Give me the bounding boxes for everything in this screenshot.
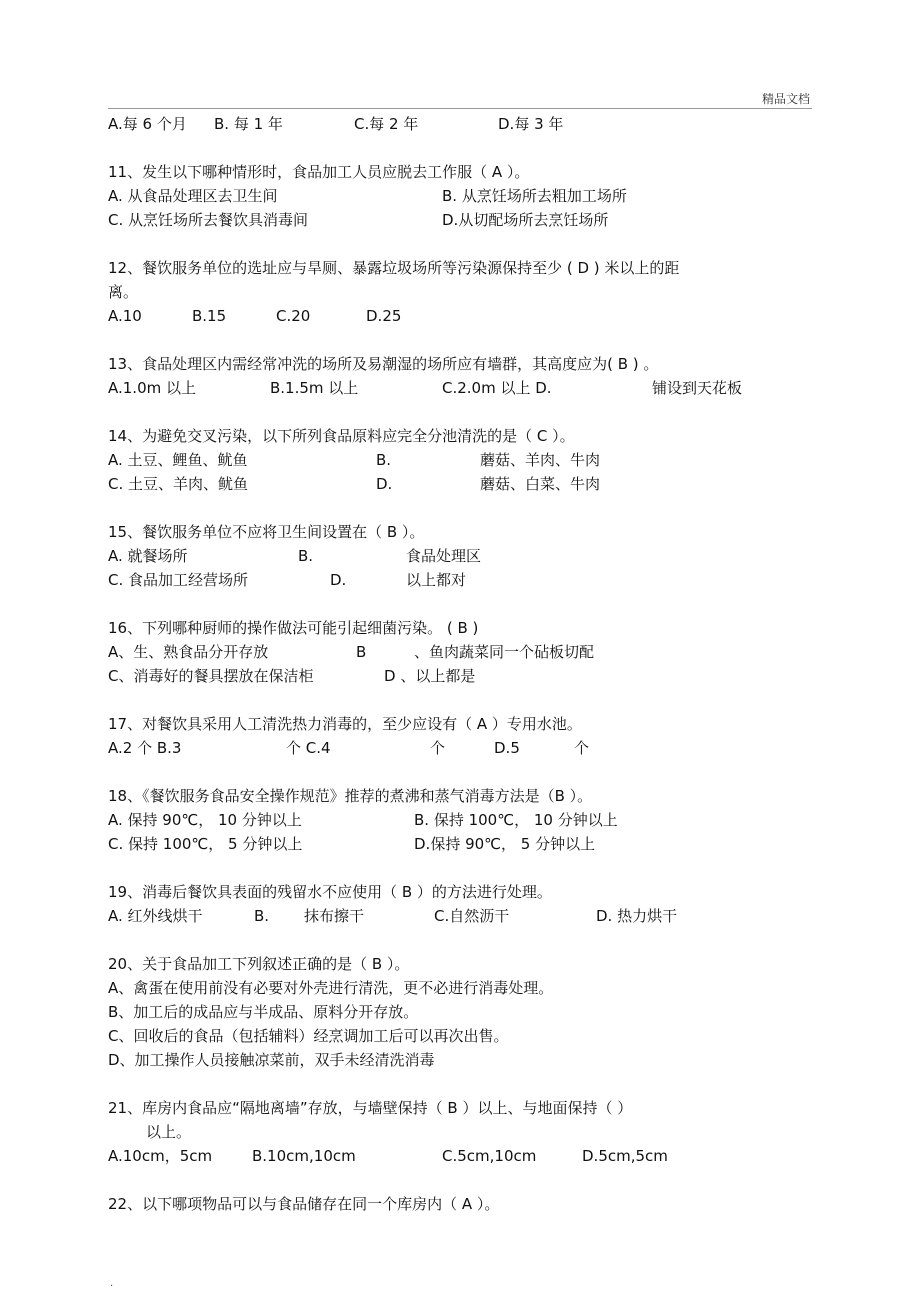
- q14-option-b: 蘑菇、羊肉、牛肉: [480, 451, 601, 469]
- q11-stem: 11、发生以下哪种情形时，食品加工人员应脱去工作服（ A ）。: [108, 163, 530, 181]
- q17-option-d-letter: D.5: [494, 739, 520, 757]
- q16-options-ab: [108, 640, 812, 664]
- q14-options-ab: [108, 448, 812, 472]
- q18-option-c: C. 保持 100℃， 5 分钟以上: [108, 835, 303, 853]
- q11-options-cd: [108, 208, 812, 232]
- q14-stem: 14、为避免交叉污染，以下所列食品原料应完全分池清洗的是（ C ）。: [108, 427, 575, 445]
- q10-option-d: D.每 3 年: [498, 115, 564, 133]
- footer-mark: .: [110, 1278, 114, 1289]
- q13-option-c: C.2.0m 以上 D.: [442, 379, 552, 397]
- q15-options-cd: [108, 568, 812, 592]
- q20-option-a: A、禽蛋在使用前没有必要对外壳进行清洗，更不必进行消毒处理。: [108, 979, 554, 997]
- q22-stem: 22、以下哪项物品可以与食品储存在同一个库房内（ A ）。: [108, 1195, 500, 1213]
- q15-option-d: 以上都对: [406, 571, 467, 589]
- q13-stem: 13、食品处理区内需经常冲洗的场所及易潮湿的场所应有墙群，其高度应为( B ) 。: [108, 355, 659, 373]
- q19-options: [108, 904, 812, 928]
- header-rule: [108, 108, 812, 109]
- q14-option-b-letter: B.: [376, 451, 392, 469]
- q21-option-b: B.10cm,10cm: [252, 1147, 356, 1165]
- q19-option-b: 抹布擦干: [304, 907, 365, 925]
- q17-options: [108, 736, 812, 760]
- q12-option-a: A.10: [108, 307, 142, 325]
- q10-option-a: A.每 6 个月: [108, 115, 187, 133]
- q16-option-b-letter: B: [356, 643, 367, 661]
- q21-option-d: D.5cm,5cm: [582, 1147, 668, 1165]
- header-tag: 精品文档: [761, 92, 810, 106]
- q18-option-d: D.保持 90℃， 5 分钟以上: [414, 835, 596, 853]
- q16-option-c: C、消毒好的餐具摆放在保洁柜: [108, 667, 314, 685]
- q14-option-c: C. 土豆、羊肉、鱿鱼: [108, 475, 249, 493]
- q13-option-d: 铺设到天花板: [652, 379, 743, 397]
- q13-options: [108, 376, 812, 400]
- q11-option-b: B. 从烹饪场所去粗加工场所: [442, 187, 627, 205]
- q20-option-d: D、加工操作人员接触凉菜前，双手未经清洗消毒: [108, 1051, 435, 1069]
- q19-stem: 19、消毒后餐饮具表面的残留水不应使用（ B ）的方法进行处理。: [108, 883, 552, 901]
- q21-option-c: C.5cm,10cm: [442, 1147, 537, 1165]
- q18-option-b: B. 保持 100℃， 10 分钟以上: [414, 811, 618, 829]
- q17-option-a: A.2 个 B.3: [108, 739, 182, 757]
- q15-option-c: C. 食品加工经营场所: [108, 571, 249, 589]
- q15-option-a: A. 就餐场所: [108, 547, 188, 565]
- q14-options-cd: [108, 472, 812, 496]
- q15-stem: 15、餐饮服务单位不应将卫生间设置在（ B ）。: [108, 523, 425, 541]
- q19-option-d: D. 热力烘干: [596, 907, 678, 925]
- q20-option-b: B、加工后的成品应与半成品、原料分开存放。: [108, 1003, 419, 1021]
- q11-option-a: A. 从食品处理区去卫生间: [108, 187, 278, 205]
- q14-option-d-letter: D.: [376, 475, 393, 493]
- q11-option-c: C. 从烹饪场所去餐饮具消毒间: [108, 211, 309, 229]
- q16-option-a: A、生、熟食品分开存放: [108, 643, 269, 661]
- q20-option-c: C、回收后的食品（包括辅料）经烹调加工后可以再次出售。: [108, 1027, 509, 1045]
- q10-option-c: C.每 2 年: [354, 115, 419, 133]
- q12-options: [108, 304, 812, 328]
- q21-stem: 21、库房内食品应“隔地离墙”存放，与墙壁保持（ B ）以上、与地面保持（ ）: [108, 1099, 633, 1117]
- q18-stem: 18、《餐饮服务食品安全操作规范》推荐的煮沸和蒸气消毒方法是（B ）。: [108, 787, 593, 805]
- q18-options-cd: [108, 832, 812, 856]
- q12-option-d: D.25: [366, 307, 402, 325]
- q16-option-b: 、鱼肉蔬菜同一个砧板切配: [414, 643, 595, 661]
- question-list: [108, 112, 812, 1216]
- q17-option-b: 个 C.4: [286, 739, 331, 757]
- q13-option-a: A.1.0m 以上: [108, 379, 197, 397]
- q12-stem: 12、餐饮服务单位的选址应与旱厕、暴露垃圾场所等污染源保持至少 ( D ) 米以上的距: [108, 259, 680, 277]
- q21-option-a: A.10cm，5cm: [108, 1147, 213, 1165]
- q16-option-d: D 、以上都是: [384, 667, 476, 685]
- q12-option-c: C.20: [276, 307, 311, 325]
- q11-option-d: D.从切配场所去烹饪场所: [442, 211, 609, 229]
- q18-option-a: A. 保持 90℃， 10 分钟以上: [108, 811, 302, 829]
- q18-options-ab: [108, 808, 812, 832]
- q21-stem-continued: 以上。: [146, 1123, 192, 1141]
- q17-stem: 17、对餐饮具采用人工清洗热力消毒的，至少应设有（ A ）专用水池。: [108, 715, 582, 733]
- q17-option-c: 个: [430, 739, 446, 757]
- q16-options-cd: [108, 664, 812, 688]
- q15-options-ab: [108, 544, 812, 568]
- q19-option-c: C.自然沥干: [434, 907, 510, 925]
- q10-options: [108, 112, 812, 136]
- q12-stem-continued: 离。: [108, 283, 139, 301]
- q21-options: [108, 1144, 812, 1168]
- q15-option-b-letter: B.: [298, 547, 314, 565]
- q19-option-b-letter: B.: [254, 907, 270, 925]
- q16-stem: 16、下列哪种厨师的操作做法可能引起细菌污染。 ( B ): [108, 619, 479, 637]
- q14-option-a: A. 土豆、鲤鱼、鱿鱼: [108, 451, 248, 469]
- q17-option-d: 个: [574, 739, 590, 757]
- q10-option-b: B. 每 1 年: [214, 115, 283, 133]
- q14-option-d: 蘑菇、白菜、牛肉: [480, 475, 601, 493]
- q12-option-b: B.15: [192, 307, 227, 325]
- q20-stem: 20、关于食品加工下列叙述正确的是（ B ）。: [108, 955, 410, 973]
- q15-option-b: 食品处理区: [406, 547, 482, 565]
- q15-option-d-letter: D.: [330, 571, 347, 589]
- q13-option-b: B.1.5m 以上: [270, 379, 359, 397]
- q11-options-ab: [108, 184, 812, 208]
- q19-option-a: A. 红外线烘干: [108, 907, 203, 925]
